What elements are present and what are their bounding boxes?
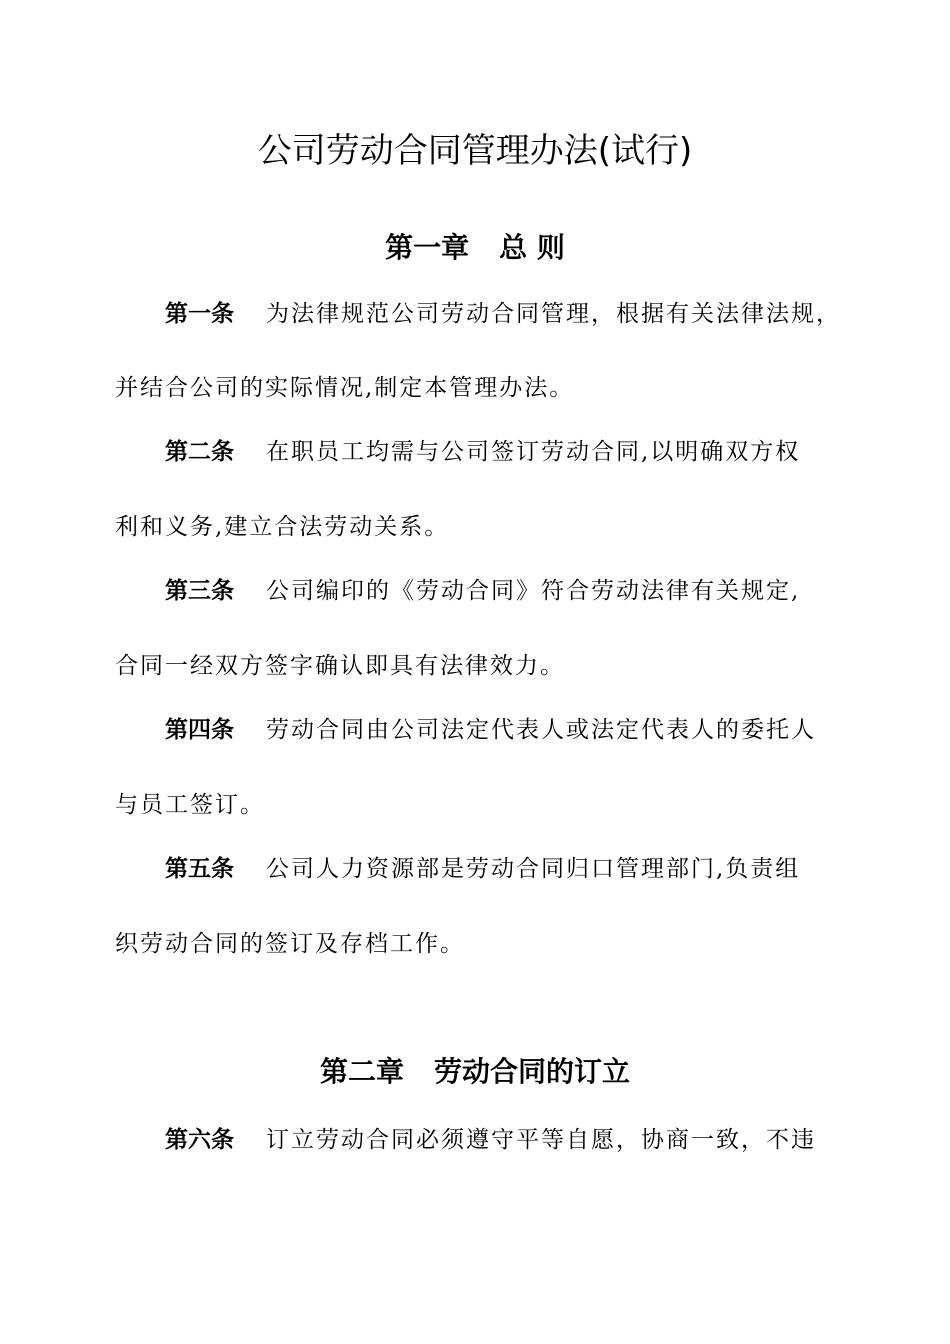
article-5-line-1 [165, 851, 855, 887]
article-label: 第三条 [165, 578, 234, 604]
article-label: 第二条 [165, 439, 234, 465]
article-6-line-1 [165, 1122, 855, 1158]
article-label: 第一条 [165, 301, 234, 327]
article-1-line-1 [165, 296, 855, 332]
article-label: 第四条 [165, 717, 234, 743]
article-label: 第六条 [165, 1127, 234, 1153]
article-5-line-2: 织劳动合同的签订及存档工作。 [115, 931, 465, 957]
article-label: 第五条 [165, 856, 234, 882]
document-title: 公司劳动合同管理办法(试行) [257, 131, 693, 171]
chapter-heading-1 [0, 228, 950, 268]
article-text: 公司人力资源部是劳动合同归口管理部门,负责组 [266, 856, 801, 882]
chapter-number: 第二章 [319, 1055, 404, 1088]
article-4-line-2: 与员工签订。 [115, 792, 265, 818]
article-text: 订立劳动合同必须遵守平等自愿，协商一致，不违 [266, 1127, 816, 1153]
article-text: 劳动合同由公司法定代表人或法定代表人的委托人 [266, 717, 816, 743]
article-1-line-2: 并结合公司的实际情况,制定本管理办法。 [115, 375, 575, 401]
chapter-heading-2 [0, 1052, 950, 1092]
article-4-line-1 [165, 712, 855, 748]
article-text: 公司编印的《劳动合同》符合劳动法律有关规定, [266, 578, 801, 604]
article-text: 在职员工均需与公司签订劳动合同,以明确双方权 [266, 439, 801, 465]
article-3-line-1 [165, 573, 855, 609]
article-text: 为法律规范公司劳动合同管理，根据有关法律法规， [266, 301, 841, 327]
article-2-line-1 [165, 434, 855, 470]
chapter-title: 总 则 [499, 231, 565, 264]
article-2-line-2: 利和义务,建立合法劳动关系。 [115, 514, 450, 540]
chapter-title: 劳动合同的订立 [434, 1055, 631, 1088]
chapter-number: 第一章 [385, 231, 470, 264]
article-3-line-2: 合同一经双方签字确认即具有法律效力。 [115, 653, 565, 679]
